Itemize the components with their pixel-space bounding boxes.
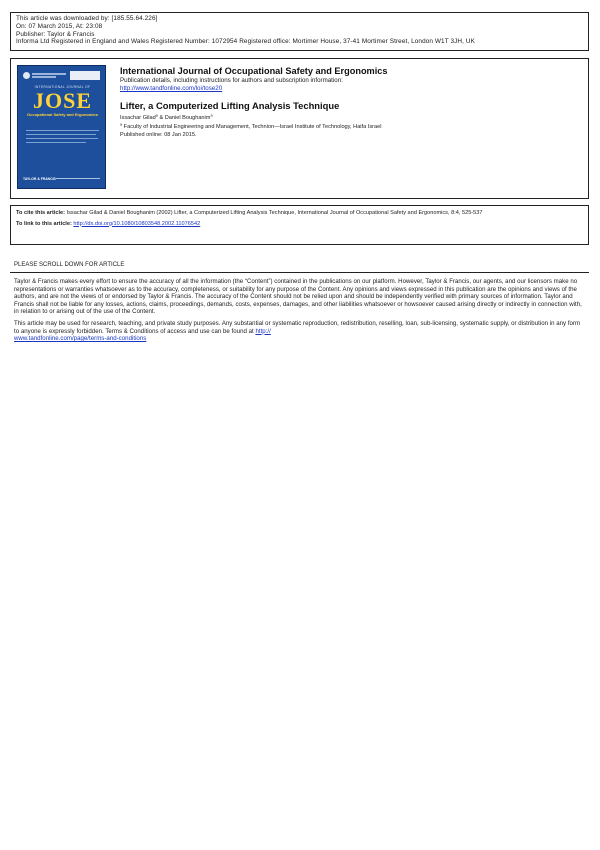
registration-line: Informa Ltd Registered in England and Wales Registered Number: 1072954 Registered office: Mortimer House, 37-41 Mortimer Street, London W1T 3JH, UK [16, 38, 475, 46]
terms-paragraph [14, 320, 584, 343]
author-name: Daniel Boughanim [164, 115, 211, 121]
download-date: On: 07 March 2015, At: 23:08 [16, 22, 103, 30]
terms-link-part1[interactable]: http:// [255, 327, 271, 335]
affiliation [120, 124, 381, 130]
published-online-date: Published online: 08 Jan 2015. [120, 132, 197, 138]
journal-title: International Journal of Occupational Safety and Ergonomics [120, 66, 388, 76]
publisher-line: Publisher: Taylor & Francis [16, 30, 95, 38]
journal-link[interactable]: http://www.tandfonline.com/loi/tose20 [120, 85, 223, 92]
citation-box [10, 205, 589, 245]
cover-label-box [70, 71, 100, 80]
scroll-down-notice: PLEASE SCROLL DOWN FOR ARTICLE [14, 262, 125, 268]
cover-journal-small: INTERNATIONAL JOURNAL OF [34, 85, 91, 89]
cover-subtitle: Occupational Safety and Ergonomics [27, 112, 98, 117]
terms-link[interactable]: www.tandfonline.com/page/terms-and-conditions [14, 335, 147, 343]
cite-label: To cite this article: [16, 210, 67, 216]
affiliation-text: Faculty of Industrial Engineering and Management, Technion—Israel Institute of Technology, Haifa Israel [122, 124, 382, 130]
disclaimer-paragraph: Taylor & Francis makes every effort to ensure the accuracy of all the information (the “Content”) contained in the publications on our platform. However, Taylor & Francis, our agents, and our licensors make no representations or warranties whatsoever as to the accuracy, completeness, or suitability for any purpose of the Content. Any opinions and views expressed in this publication are the opinions and views of the authors, and are not the views of or endorsed by Taylor & Francis. The accuracy of the Content should not be relied upon and should be independently verified with primary sources of information. Taylor and Francis shall not be liable for any losses, actions, claims, proceedings, demands, costs, expenses, damages, and other liabilities whatsoever or howsoever caused arising directly or indirectly in connection with, in relation to or arising out of the use of the Content. [14, 278, 582, 316]
society-logo-icon [23, 72, 30, 79]
journal-cover-image [17, 65, 106, 189]
download-line: This article was downloaded by: [185.55.64.226] [16, 15, 158, 22]
link-label: To link to this article: [16, 220, 74, 227]
authors [120, 115, 213, 121]
disclaimer-text [14, 278, 584, 347]
affiliation-mark: a [210, 113, 213, 118]
affiliation-mark: a [155, 113, 158, 118]
doi-link[interactable]: http://dx.doi.org/10.1080/10803548.2002.11076542 [73, 220, 201, 227]
citation-row [16, 210, 583, 218]
cover-jose-title: JOSE [32, 88, 93, 113]
article-title: Lifter, a Computerized Lifting Analysis Technique [120, 100, 340, 111]
author-separator: & [157, 115, 165, 121]
link-row [16, 221, 583, 229]
journal-header-box [10, 58, 589, 199]
affiliation-mark: a [120, 122, 123, 127]
terms-text: This article may be used for research, teaching, and private study purposes. Any substantial or systematic reproduction, redistribution, reselling, loan, sub-licensing, systematic supply, or distribution in any form to anyone is expressly forbidden. Terms & Conditions of access and use can be found at [14, 319, 581, 335]
citation-text: Issachar Gilad & Daniel Boughanim (2002) Lifter, a Computerized Lifting Analysis Technique, International Journal of Occupational Safety and Ergonomics, 8:4, 525-537 [66, 210, 483, 216]
cover-publisher: TAYLOR & FRANCIS [23, 177, 56, 181]
author-name: Issachar Gilad [120, 115, 156, 121]
divider [10, 272, 589, 273]
publication-details: Publication details, including instructions for authors and subscription information: [120, 77, 343, 84]
download-info-box [10, 12, 589, 51]
